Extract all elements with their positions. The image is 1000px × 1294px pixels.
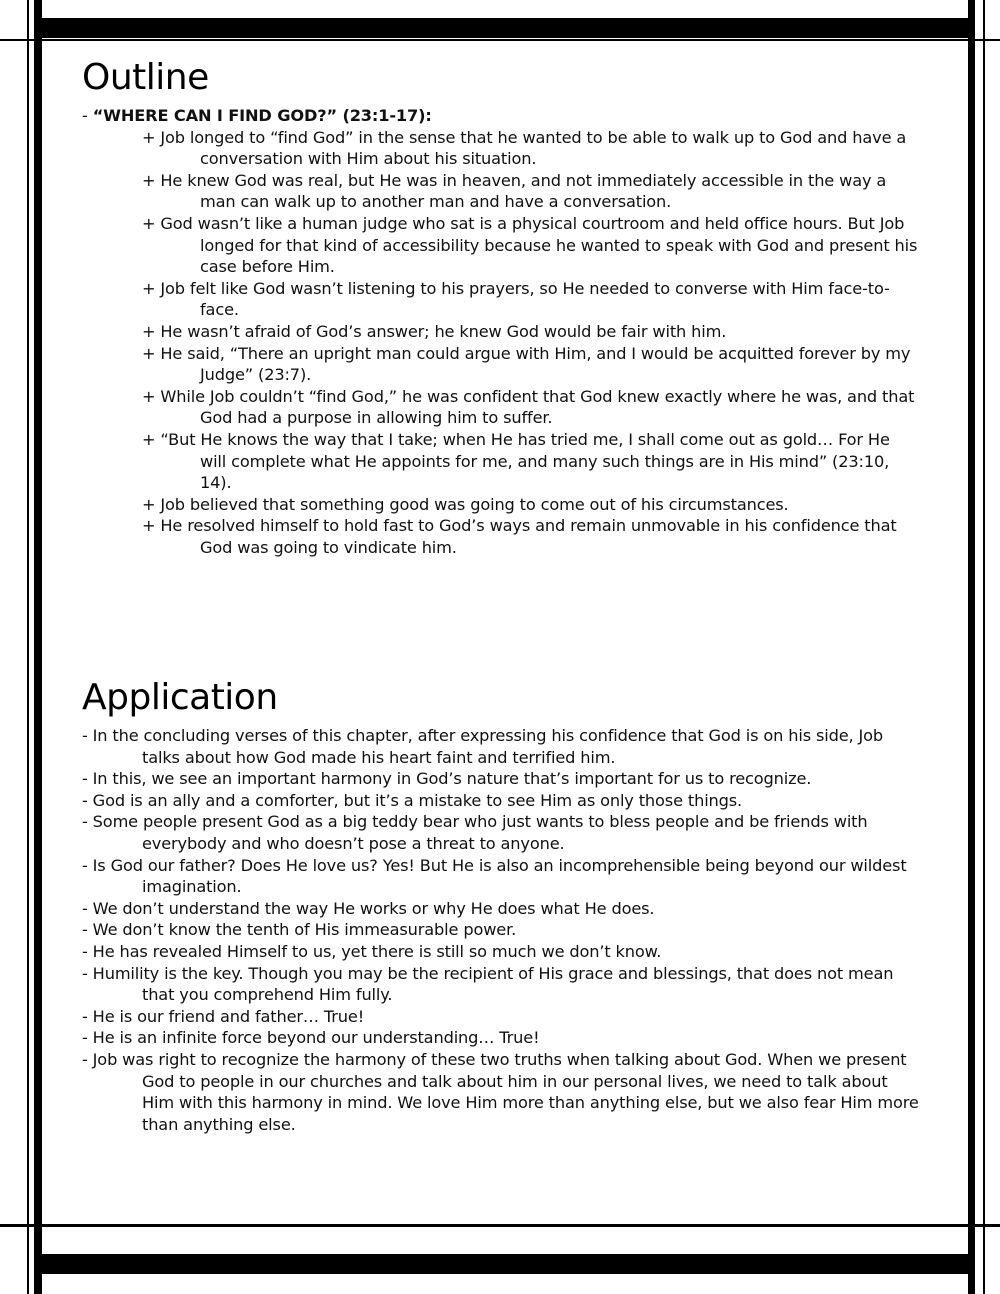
application-list [82,725,920,1135]
outline-point: + Job longed to “find God” in the sense that he wanted to be able to walk up to God and have a conversation with Him about his situation. [142,127,907,169]
application-point: - He is an infinite force beyond our understanding… True! [82,1028,540,1048]
application-point: - God is an ally and a comforter, but it’s a mistake to see Him as only those things. [82,790,743,810]
outline-point: + He wasn’t afraid of God’s answer; he knew God would be fair with him. [142,321,727,341]
outline-point: + While Job couldn’t “find God,” he was confident that God knew exactly where he was, and that God had a purpose in allowing him to suffer. [142,386,915,428]
outline-heading: Outline [82,57,209,98]
application-point: - He has revealed Himself to us, yet there is still so much we don’t know. [82,941,662,961]
frame-top-bar [42,18,968,38]
outline-point: + “But He knows the way that I take; when He has tried me, I shall come out as gold… For He will complete what He appoints for me, and many such things are in His mind” (23:10, 14). [142,429,890,493]
application-point: - We don’t know the tenth of His immeasurable power. [82,920,517,940]
application-point: - Humility is the key. Though you may be the recipient of His grace and blessings, that does not mean that you comprehend Him fully. [82,963,894,1005]
frame-bottom-line [0,1224,1000,1227]
application-point: - Job was right to recognize the harmony of these two truths when talking about God. When we present God to people in our churches and talk about him in our personal lives, we need to talk about Him with this harmony in mind. We love Him more than anything else, but we also fear Him more than anything else. [82,1049,919,1134]
application-point: - In the concluding verses of this chapter, after expressing his confidence that God is on his side, Job talks about how God made his heart faint and terrified him. [82,726,884,767]
outline-point: + God wasn’t like a human judge who sat is a physical courtroom and held office hours. But Job longed for that kind of accessibility because he wanted to speak with God and present his case before Him. [142,213,918,277]
frame-top-line [0,39,1000,41]
application-point: - Is God our father? Does He love us? Yes! But He is also an incomprehensible being beyond our wildest imagination. [82,855,907,897]
outline-point: + He said, “There an upright man could argue with Him, and I would be acquitted forever by my Judge” (23:7). [142,343,911,385]
application-heading: Application [82,677,278,718]
application-point: - We don’t understand the way He works or why He does what He does. [82,898,655,918]
outline-point: + He resolved himself to hold fast to God’s ways and remain unmovable in his confidence that God was going to vindicate him. [142,516,897,557]
outline-section-title [82,105,920,127]
frame-left-bar [34,0,42,1294]
frame-left-outer-line [27,0,29,1294]
application-point: - Some people present God as a big teddy bear who just wants to bless people and be friends with everybody and who doesn’t pose a threat to anyone. [82,812,868,853]
frame-right-bar [968,0,975,1294]
frame-right-outer-line [983,0,985,1294]
outline-section-dash: - [82,106,93,125]
outline-point: + Job believed that something good was going to come out of his circumstances. [142,494,789,514]
outline-point: + He knew God was real, but He was in heaven, and not immediately accessible in the way a man can walk up to another man and have a conversation. [142,170,887,212]
outline-list [82,105,920,558]
frame-bottom-bar [42,1254,968,1274]
application-point: - In this, we see an important harmony in God’s nature that’s important for us to recognize. [82,769,812,789]
application-point: - He is our friend and father… True! [82,1006,365,1026]
outline-section-title-text: “WHERE CAN I FIND GOD?” (23:1-17): [92,106,432,125]
outline-point: + Job felt like God wasn’t listening to his prayers, so He needed to converse with Him face-to-face. [142,278,890,320]
